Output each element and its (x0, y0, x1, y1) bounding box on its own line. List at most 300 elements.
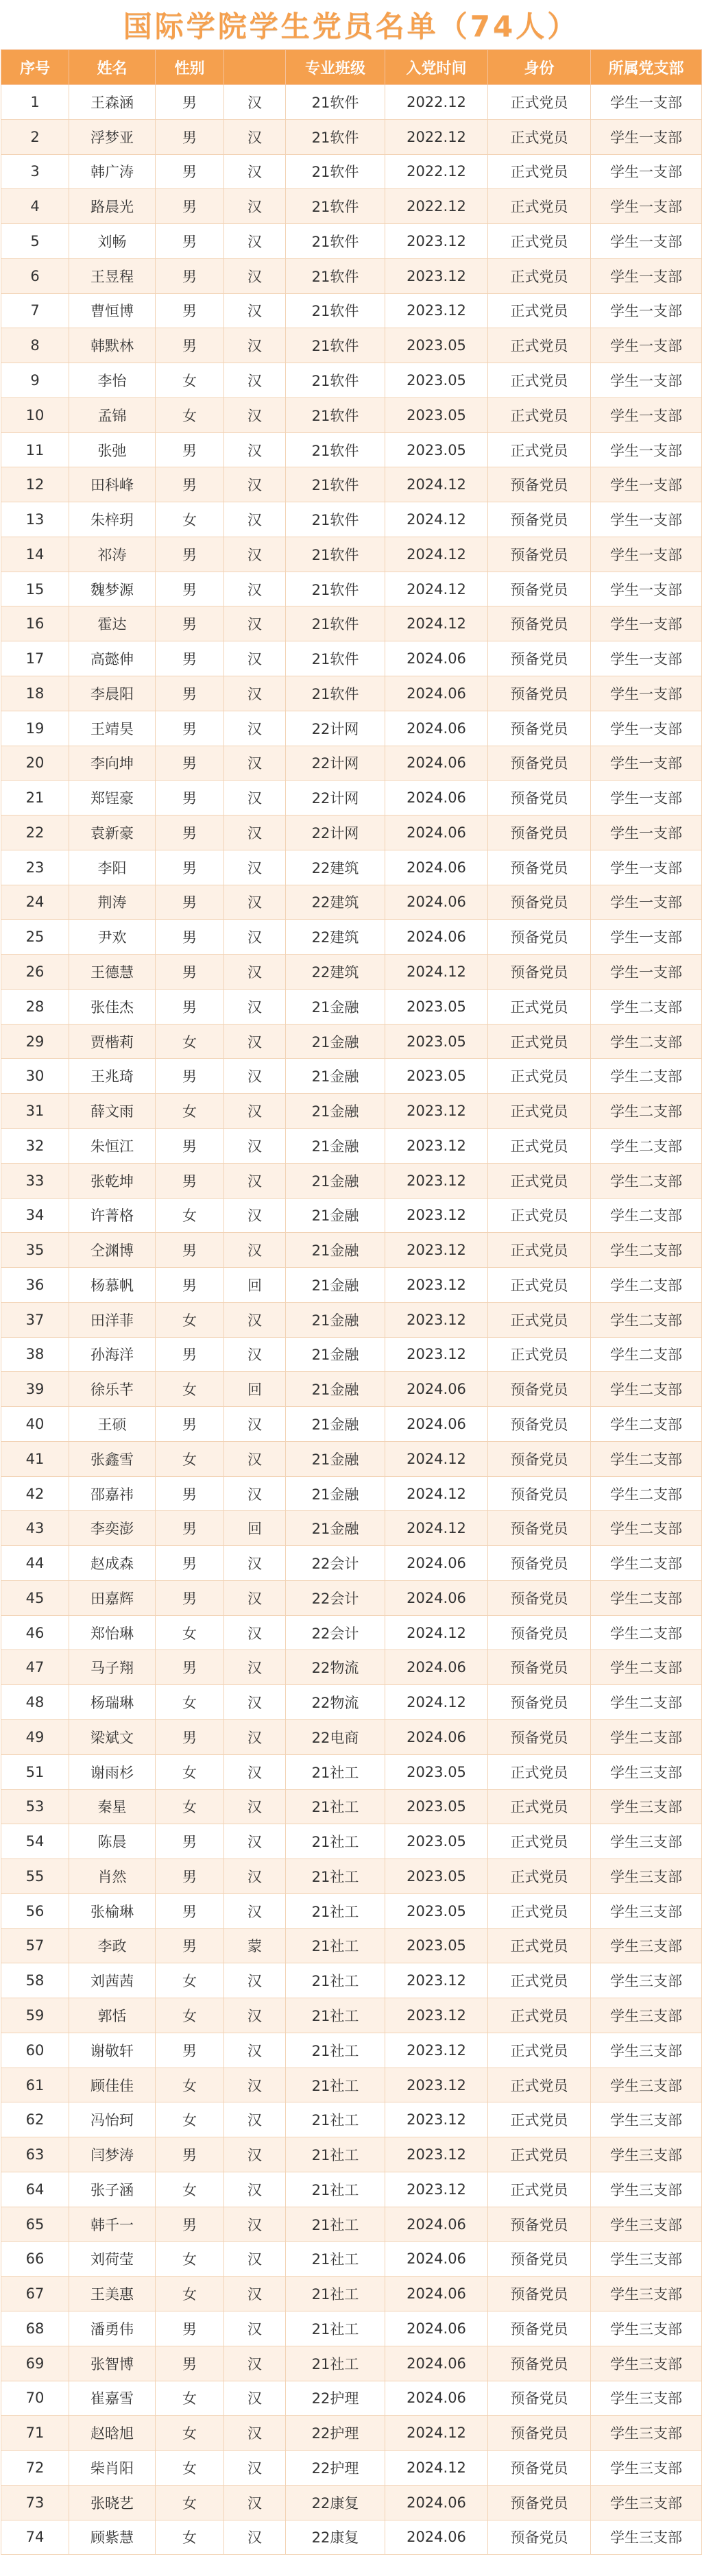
cell-branch: 学生一支部 (591, 432, 702, 467)
cell-status: 预备党员 (488, 502, 591, 537)
cell-gender: 男 (156, 2137, 224, 2172)
cell-branch: 学生三支部 (591, 2381, 702, 2416)
cell-index: 72 (1, 2451, 69, 2486)
cell-join-date: 2024.12 (385, 606, 488, 641)
cell-ethnicity: 汉 (224, 1754, 286, 1789)
cell-class: 21软件 (286, 397, 385, 432)
cell-gender: 女 (156, 1441, 224, 1476)
table-row (1, 119, 702, 154)
cell-gender: 男 (156, 1580, 224, 1615)
cell-index: 5 (1, 224, 69, 259)
cell-class: 22计网 (286, 781, 385, 815)
cell-join-date: 2024.12 (385, 1476, 488, 1511)
table-row (1, 746, 702, 781)
cell-ethnicity: 汉 (224, 432, 286, 467)
cell-name: 刘畅 (69, 224, 156, 259)
cell-name: 顾佳佳 (69, 2068, 156, 2102)
cell-index: 38 (1, 1337, 69, 1372)
cell-index: 37 (1, 1302, 69, 1337)
cell-branch: 学生三支部 (591, 1789, 702, 1824)
cell-branch: 学生二支部 (591, 1128, 702, 1163)
cell-join-date: 2024.06 (385, 2242, 488, 2277)
cell-join-date: 2024.06 (385, 1650, 488, 1685)
cell-gender: 男 (156, 293, 224, 328)
cell-branch: 学生二支部 (591, 1511, 702, 1546)
cell-gender: 男 (156, 537, 224, 572)
cell-ethnicity: 汉 (224, 989, 286, 1024)
cell-branch: 学生三支部 (591, 2068, 702, 2102)
cell-branch: 学生一支部 (591, 397, 702, 432)
cell-branch: 学生二支部 (591, 1546, 702, 1581)
cell-status: 预备党员 (488, 850, 591, 885)
cell-gender: 男 (156, 1511, 224, 1546)
cell-status: 正式党员 (488, 85, 591, 120)
cell-branch: 学生一支部 (591, 293, 702, 328)
cell-name: 闫梦涛 (69, 2137, 156, 2172)
cell-index: 20 (1, 746, 69, 781)
cell-status: 预备党员 (488, 781, 591, 815)
cell-branch: 学生一支部 (591, 224, 702, 259)
cell-ethnicity: 汉 (224, 2485, 286, 2520)
table-row (1, 258, 702, 293)
table-row (1, 189, 702, 224)
cell-join-date: 2024.12 (385, 572, 488, 606)
cell-index: 65 (1, 2207, 69, 2242)
cell-join-date: 2023.05 (385, 1928, 488, 1963)
cell-index: 69 (1, 2346, 69, 2381)
cell-branch: 学生三支部 (591, 2242, 702, 2277)
cell-index: 30 (1, 1059, 69, 1094)
cell-gender: 男 (156, 1893, 224, 1928)
cell-gender: 男 (156, 781, 224, 815)
table-row (1, 1789, 702, 1824)
cell-gender: 男 (156, 1337, 224, 1372)
cell-name: 郭恬 (69, 1998, 156, 2033)
cell-index: 17 (1, 641, 69, 676)
cell-branch: 学生三支部 (591, 1963, 702, 1998)
cell-name: 仝渊博 (69, 1233, 156, 1268)
cell-name: 张弛 (69, 432, 156, 467)
cell-class: 21社工 (286, 2137, 385, 2172)
table-row (1, 363, 702, 398)
cell-status: 预备党员 (488, 1615, 591, 1650)
cell-join-date: 2023.12 (385, 258, 488, 293)
cell-index: 12 (1, 467, 69, 502)
cell-class: 22会计 (286, 1580, 385, 1615)
cell-status: 正式党员 (488, 1268, 591, 1303)
title-bar (0, 0, 702, 49)
cell-class: 21社工 (286, 2102, 385, 2137)
table-row (1, 2277, 702, 2311)
member-table (1, 49, 702, 2555)
table-row (1, 711, 702, 746)
col-header-ethnicity (224, 50, 286, 85)
cell-gender: 男 (156, 1059, 224, 1094)
cell-gender: 男 (156, 1824, 224, 1859)
cell-branch: 学生一支部 (591, 85, 702, 120)
cell-status: 预备党员 (488, 2520, 591, 2555)
cell-index: 31 (1, 1094, 69, 1129)
cell-branch: 学生二支部 (591, 1198, 702, 1233)
cell-join-date: 2023.12 (385, 1163, 488, 1198)
cell-ethnicity: 汉 (224, 1059, 286, 1094)
cell-status: 预备党员 (488, 2207, 591, 2242)
table-row (1, 1476, 702, 1511)
cell-ethnicity: 汉 (224, 1580, 286, 1615)
cell-status: 正式党员 (488, 1754, 591, 1789)
cell-name: 王靖昊 (69, 711, 156, 746)
cell-join-date: 2023.05 (385, 1754, 488, 1789)
cell-index: 71 (1, 2416, 69, 2451)
cell-index: 66 (1, 2242, 69, 2277)
cell-ethnicity: 汉 (224, 2068, 286, 2102)
cell-index: 74 (1, 2520, 69, 2555)
cell-class: 21软件 (286, 432, 385, 467)
cell-index: 40 (1, 1407, 69, 1442)
cell-status: 正式党员 (488, 1824, 591, 1859)
cell-class: 21软件 (286, 224, 385, 259)
cell-gender: 男 (156, 1407, 224, 1442)
cell-gender: 女 (156, 2451, 224, 2486)
cell-branch: 学生一支部 (591, 502, 702, 537)
cell-join-date: 2024.06 (385, 885, 488, 920)
cell-status: 预备党员 (488, 1580, 591, 1615)
cell-class: 21金融 (286, 1198, 385, 1233)
cell-ethnicity: 回 (224, 1268, 286, 1303)
header-row (1, 50, 702, 85)
cell-branch: 学生二支部 (591, 1407, 702, 1442)
cell-join-date: 2023.05 (385, 328, 488, 363)
cell-index: 47 (1, 1650, 69, 1685)
cell-name: 肖然 (69, 1859, 156, 1894)
cell-gender: 男 (156, 2033, 224, 2068)
table-row (1, 2137, 702, 2172)
cell-ethnicity: 汉 (224, 1893, 286, 1928)
cell-gender: 女 (156, 2520, 224, 2555)
cell-gender: 女 (156, 2485, 224, 2520)
cell-join-date: 2024.12 (385, 1511, 488, 1546)
cell-gender: 女 (156, 1615, 224, 1650)
table-row (1, 1928, 702, 1963)
cell-branch: 学生一支部 (591, 955, 702, 990)
table-row (1, 1268, 702, 1303)
cell-ethnicity: 汉 (224, 293, 286, 328)
cell-branch: 学生二支部 (591, 1059, 702, 1094)
cell-gender: 男 (156, 606, 224, 641)
cell-join-date: 2024.12 (385, 955, 488, 990)
cell-class: 21金融 (286, 1372, 385, 1407)
cell-class: 21社工 (286, 1789, 385, 1824)
table-row (1, 293, 702, 328)
cell-join-date: 2023.12 (385, 2102, 488, 2137)
cell-name: 韩广涛 (69, 154, 156, 189)
table-row (1, 1754, 702, 1789)
table-row (1, 850, 702, 885)
cell-join-date: 2024.06 (385, 2207, 488, 2242)
cell-class: 21社工 (286, 2346, 385, 2381)
cell-join-date: 2023.12 (385, 2068, 488, 2102)
table-row (1, 1441, 702, 1476)
cell-branch: 学生一支部 (591, 467, 702, 502)
cell-class: 21软件 (286, 606, 385, 641)
cell-status: 正式党员 (488, 1859, 591, 1894)
cell-join-date: 2023.12 (385, 1998, 488, 2033)
cell-name: 赵晗旭 (69, 2416, 156, 2451)
cell-join-date: 2023.12 (385, 1302, 488, 1337)
table-row (1, 1998, 702, 2033)
table-row (1, 2068, 702, 2102)
table-row (1, 537, 702, 572)
cell-status: 预备党员 (488, 1685, 591, 1720)
cell-status: 正式党员 (488, 1128, 591, 1163)
table-row (1, 2033, 702, 2068)
cell-gender: 男 (156, 154, 224, 189)
cell-status: 正式党员 (488, 1789, 591, 1824)
cell-ethnicity: 汉 (224, 885, 286, 920)
cell-gender: 男 (156, 1650, 224, 1685)
cell-name: 朱恒江 (69, 1128, 156, 1163)
cell-index: 13 (1, 502, 69, 537)
cell-join-date: 2022.12 (385, 119, 488, 154)
cell-name: 崔嘉雪 (69, 2381, 156, 2416)
cell-join-date: 2024.06 (385, 781, 488, 815)
cell-name: 李怡 (69, 363, 156, 398)
cell-ethnicity: 汉 (224, 1685, 286, 1720)
cell-class: 22康复 (286, 2520, 385, 2555)
cell-status: 预备党员 (488, 1511, 591, 1546)
col-header-class: 专业班级 (286, 50, 385, 85)
cell-gender: 男 (156, 1476, 224, 1511)
table-row (1, 2520, 702, 2555)
cell-index: 53 (1, 1789, 69, 1824)
table-row (1, 2485, 702, 2520)
table-row (1, 1407, 702, 1442)
cell-index: 21 (1, 781, 69, 815)
cell-gender: 男 (156, 885, 224, 920)
cell-gender: 男 (156, 676, 224, 711)
cell-ethnicity: 汉 (224, 1476, 286, 1511)
cell-status: 预备党员 (488, 1650, 591, 1685)
cell-name: 李奕澎 (69, 1511, 156, 1546)
cell-name: 王美惠 (69, 2277, 156, 2311)
cell-status: 正式党员 (488, 1233, 591, 1268)
cell-status: 预备党员 (488, 920, 591, 955)
cell-index: 44 (1, 1546, 69, 1581)
cell-gender: 男 (156, 432, 224, 467)
cell-status: 预备党员 (488, 1441, 591, 1476)
cell-gender: 男 (156, 1233, 224, 1268)
cell-name: 潘勇伟 (69, 2311, 156, 2346)
table-row (1, 572, 702, 606)
cell-ethnicity: 汉 (224, 815, 286, 850)
table-row (1, 154, 702, 189)
cell-ethnicity: 汉 (224, 1963, 286, 1998)
cell-branch: 学生一支部 (591, 328, 702, 363)
cell-class: 21金融 (286, 1059, 385, 1094)
cell-class: 21软件 (286, 293, 385, 328)
cell-ethnicity: 汉 (224, 641, 286, 676)
cell-index: 29 (1, 1024, 69, 1059)
table-body (1, 85, 702, 2555)
cell-class: 22物流 (286, 1650, 385, 1685)
cell-join-date: 2023.12 (385, 2033, 488, 2068)
cell-join-date: 2024.06 (385, 850, 488, 885)
cell-ethnicity: 汉 (224, 2451, 286, 2486)
cell-name: 孙海洋 (69, 1337, 156, 1372)
cell-join-date: 2023.05 (385, 1024, 488, 1059)
cell-status: 预备党员 (488, 1407, 591, 1442)
cell-status: 正式党员 (488, 989, 591, 1024)
table-row (1, 1059, 702, 1094)
cell-ethnicity: 汉 (224, 1128, 286, 1163)
cell-branch: 学生三支部 (591, 2520, 702, 2555)
cell-name: 谢敬轩 (69, 2033, 156, 2068)
table-row (1, 397, 702, 432)
cell-ethnicity: 汉 (224, 2277, 286, 2311)
cell-join-date: 2024.06 (385, 711, 488, 746)
cell-name: 陈晨 (69, 1824, 156, 1859)
cell-index: 16 (1, 606, 69, 641)
cell-branch: 学生三支部 (591, 2172, 702, 2207)
cell-class: 22物流 (286, 1685, 385, 1720)
col-header-branch: 所属党支部 (591, 50, 702, 85)
cell-name: 刘茜茜 (69, 1963, 156, 1998)
cell-branch: 学生三支部 (591, 2416, 702, 2451)
cell-gender: 女 (156, 1372, 224, 1407)
cell-status: 正式党员 (488, 2033, 591, 2068)
cell-gender: 女 (156, 1198, 224, 1233)
cell-gender: 女 (156, 1963, 224, 1998)
cell-branch: 学生三支部 (591, 2346, 702, 2381)
table-row (1, 1650, 702, 1685)
cell-index: 18 (1, 676, 69, 711)
cell-gender: 男 (156, 1546, 224, 1581)
cell-index: 42 (1, 1476, 69, 1511)
cell-index: 60 (1, 2033, 69, 2068)
cell-branch: 学生一支部 (591, 572, 702, 606)
cell-gender: 男 (156, 119, 224, 154)
cell-name: 祁涛 (69, 537, 156, 572)
cell-gender: 女 (156, 397, 224, 432)
cell-status: 正式党员 (488, 154, 591, 189)
cell-index: 51 (1, 1754, 69, 1789)
table-header (1, 50, 702, 85)
table-row (1, 641, 702, 676)
cell-join-date: 2024.12 (385, 502, 488, 537)
cell-name: 李政 (69, 1928, 156, 1963)
cell-ethnicity: 汉 (224, 154, 286, 189)
cell-status: 预备党员 (488, 2485, 591, 2520)
cell-index: 23 (1, 850, 69, 885)
cell-index: 36 (1, 1268, 69, 1303)
cell-ethnicity: 汉 (224, 2416, 286, 2451)
cell-status: 正式党员 (488, 1302, 591, 1337)
cell-class: 21软件 (286, 467, 385, 502)
cell-gender: 男 (156, 746, 224, 781)
table-row (1, 955, 702, 990)
cell-status: 正式党员 (488, 397, 591, 432)
cell-join-date: 2024.06 (385, 2381, 488, 2416)
cell-name: 许菁格 (69, 1198, 156, 1233)
cell-index: 68 (1, 2311, 69, 2346)
cell-join-date: 2023.12 (385, 1963, 488, 1998)
cell-index: 11 (1, 432, 69, 467)
cell-branch: 学生二支部 (591, 1476, 702, 1511)
cell-name: 刘荷莹 (69, 2242, 156, 2277)
cell-ethnicity: 汉 (224, 1024, 286, 1059)
cell-join-date: 2023.05 (385, 432, 488, 467)
cell-name: 李阳 (69, 850, 156, 885)
cell-join-date: 2022.12 (385, 85, 488, 120)
table-row (1, 815, 702, 850)
cell-branch: 学生二支部 (591, 1372, 702, 1407)
cell-join-date: 2023.12 (385, 2172, 488, 2207)
table-row (1, 224, 702, 259)
cell-status: 正式党员 (488, 1928, 591, 1963)
cell-ethnicity: 汉 (224, 572, 286, 606)
cell-status: 预备党员 (488, 1719, 591, 1754)
cell-status: 预备党员 (488, 2451, 591, 2486)
cell-branch: 学生三支部 (591, 1824, 702, 1859)
cell-status: 预备党员 (488, 2416, 591, 2451)
cell-gender: 男 (156, 2346, 224, 2381)
cell-ethnicity: 汉 (224, 711, 286, 746)
cell-join-date: 2024.06 (385, 920, 488, 955)
cell-status: 正式党员 (488, 1893, 591, 1928)
table-row (1, 1963, 702, 1998)
cell-status: 正式党员 (488, 119, 591, 154)
cell-ethnicity: 汉 (224, 1441, 286, 1476)
cell-ethnicity: 汉 (224, 1789, 286, 1824)
cell-status: 正式党员 (488, 363, 591, 398)
cell-ethnicity: 汉 (224, 1615, 286, 1650)
table-row (1, 1233, 702, 1268)
cell-name: 顾紫慧 (69, 2520, 156, 2555)
cell-class: 21软件 (286, 328, 385, 363)
table-row (1, 2381, 702, 2416)
cell-index: 9 (1, 363, 69, 398)
cell-ethnicity: 汉 (224, 676, 286, 711)
cell-gender: 男 (156, 224, 224, 259)
cell-class: 22建筑 (286, 955, 385, 990)
cell-gender: 男 (156, 258, 224, 293)
cell-join-date: 2023.05 (385, 1824, 488, 1859)
table-row (1, 2311, 702, 2346)
cell-gender: 女 (156, 1998, 224, 2033)
table-row (1, 2242, 702, 2277)
cell-name: 韩千一 (69, 2207, 156, 2242)
cell-join-date: 2023.12 (385, 1233, 488, 1268)
cell-index: 57 (1, 1928, 69, 1963)
cell-name: 霍达 (69, 606, 156, 641)
cell-class: 21社工 (286, 2277, 385, 2311)
cell-branch: 学生一支部 (591, 363, 702, 398)
cell-branch: 学生三支部 (591, 1998, 702, 2033)
cell-join-date: 2023.12 (385, 1337, 488, 1372)
cell-gender: 女 (156, 2172, 224, 2207)
cell-class: 21金融 (286, 1476, 385, 1511)
cell-index: 61 (1, 2068, 69, 2102)
cell-gender: 女 (156, 1789, 224, 1824)
cell-gender: 女 (156, 2068, 224, 2102)
cell-class: 21社工 (286, 1998, 385, 2033)
cell-class: 21金融 (286, 1233, 385, 1268)
col-header-join-date: 入党时间 (385, 50, 488, 85)
cell-class: 21软件 (286, 537, 385, 572)
cell-index: 43 (1, 1511, 69, 1546)
cell-class: 22会计 (286, 1615, 385, 1650)
table-row (1, 920, 702, 955)
